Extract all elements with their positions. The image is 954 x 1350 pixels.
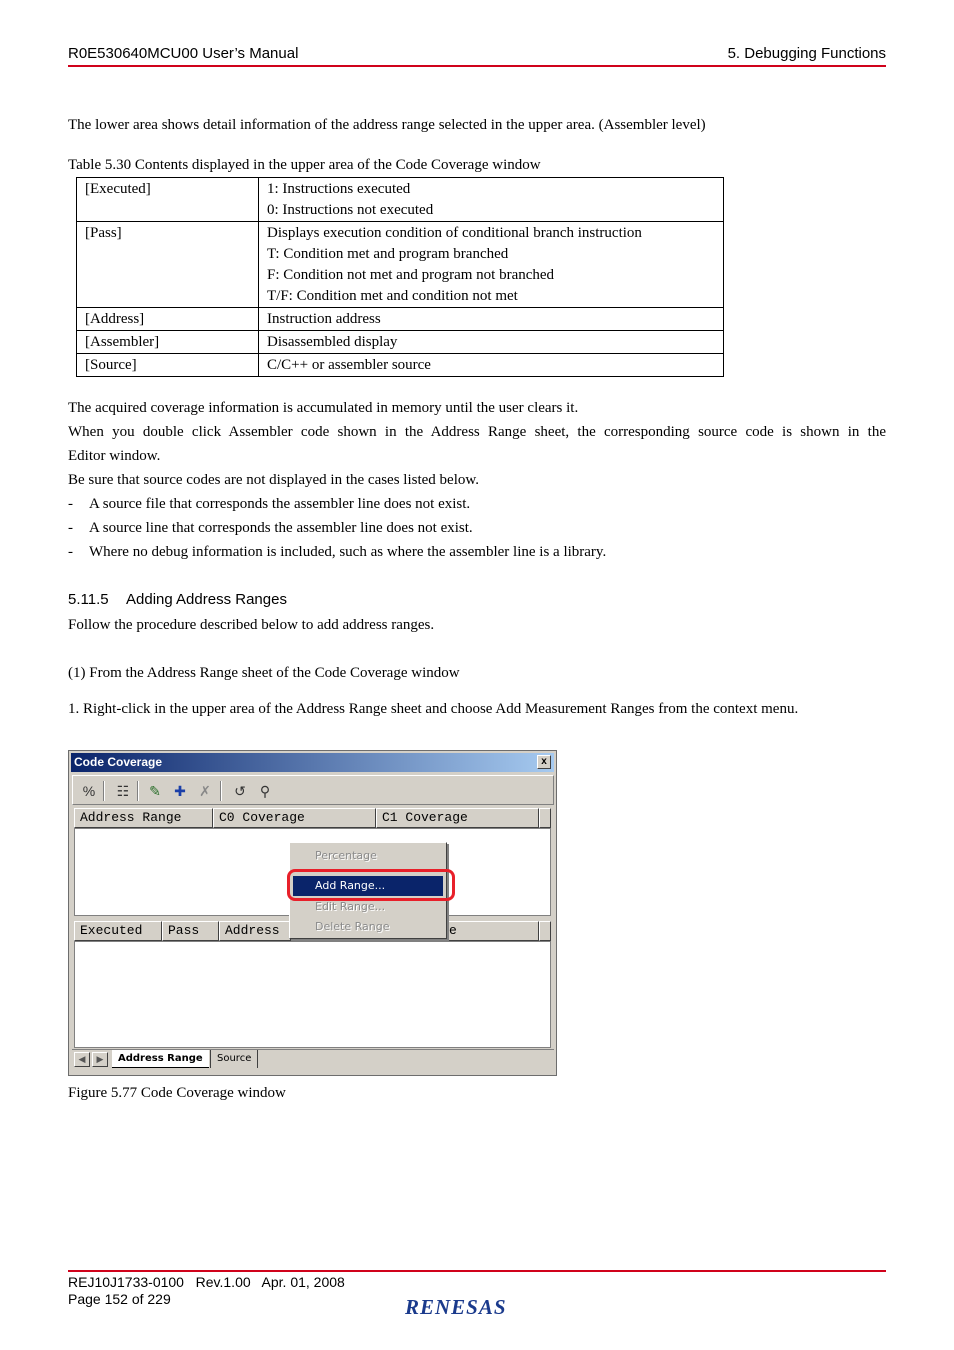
contents-table: [76, 177, 724, 377]
section-heading: [68, 589, 287, 611]
delete-icon[interactable]: ✗: [199, 783, 211, 799]
table-value-line: F: Condition not met and program not branched: [267, 267, 555, 283]
paragraph: The acquired coverage information is accumulated in memory until the user clears it.: [68, 400, 579, 416]
header-rule: [68, 65, 886, 67]
list-item: - Where no debug information is included, such as where the assembler line is a library.: [68, 544, 607, 560]
toolbar-separator: [137, 781, 139, 801]
list-item-text: A source file that corresponds the assembler line does not exist.: [89, 496, 471, 512]
table-value: [259, 222, 724, 308]
chapter-title: 5. Debugging Functions: [727, 45, 886, 62]
code-coverage-window: [68, 750, 557, 1076]
logo-text: RENESAS: [405, 1295, 507, 1319]
table-caption: Table 5.30 Contents displayed in the upper area of the Code Coverage window: [68, 157, 541, 173]
window-title: Code Coverage: [74, 755, 163, 769]
window-titlebar[interactable]: [71, 753, 554, 772]
column-pass[interactable]: Pass: [162, 921, 219, 941]
column-c0-coverage[interactable]: C0 Coverage: [213, 808, 376, 828]
paragraph: When you double click Assembler code shown in the Address Range sheet, the corresponding source code is shown in the: [68, 424, 886, 440]
sheet-tab-bar: [72, 1049, 554, 1069]
lower-pane[interactable]: [74, 941, 551, 1048]
table-value: Instruction address: [259, 308, 724, 331]
list-item-text: Where no debug information is included, such as where the assembler line is a library.: [89, 544, 607, 560]
close-button[interactable]: x: [537, 755, 551, 769]
paragraph: Be sure that source codes are not displayed in the cases listed below.: [68, 472, 479, 488]
toolbar-separator: [220, 781, 222, 801]
table-row: [77, 308, 724, 331]
table-row: [77, 331, 724, 354]
list-item: - A source file that corresponds the assembler line does not exist.: [68, 496, 471, 512]
list-item: - A source line that corresponds the assembler line does not exist.: [68, 520, 473, 536]
footer-rule: [68, 1270, 886, 1272]
tab-scroll-left-icon[interactable]: ◀: [74, 1052, 90, 1067]
toolbar-separator: [103, 781, 105, 801]
section-intro: Follow the procedure described below to add address ranges.: [68, 617, 435, 633]
tab-address-range[interactable]: Address Range: [112, 1050, 209, 1068]
table-value-line: 0: Instructions not executed: [267, 202, 434, 218]
table-value-line: T/F: Condition met and condition not met: [267, 288, 518, 304]
refresh-icon[interactable]: ↺: [234, 783, 246, 799]
column-executed[interactable]: Executed: [74, 921, 162, 941]
column-filler: [539, 808, 551, 828]
manual-title: R0E530640MCU00 User’s Manual: [68, 45, 299, 62]
tab-scroll-right-icon[interactable]: ▶: [92, 1052, 108, 1067]
column-source[interactable]: e: [291, 921, 539, 941]
step-heading: (1) From the Address Range sheet of the Code Coverage window: [68, 665, 460, 681]
list-item-text: A source line that corresponds the assembler line does not exist.: [89, 520, 473, 536]
table-value-line: T: Condition met and program branched: [267, 246, 509, 262]
column-filler: [539, 921, 551, 941]
tab-source[interactable]: Source: [210, 1050, 258, 1068]
edit-icon[interactable]: ✎: [149, 783, 161, 799]
paragraph: Editor window.: [68, 448, 161, 464]
table-key: [Pass]: [77, 222, 259, 308]
highlight-box: [287, 869, 455, 901]
step-text: 1. Right-click in the upper area of the Address Range sheet and choose Add Measurement Ranges from the context menu.: [68, 701, 799, 717]
percent-icon[interactable]: %: [82, 783, 96, 799]
table-value: [259, 178, 724, 222]
table-value: Disassembled display: [259, 331, 724, 354]
menu-item-edit-range[interactable]: Edit Range...: [315, 900, 386, 913]
table-value: C/C++ or assembler source: [259, 354, 724, 377]
intro-paragraph: The lower area shows detail information of the address range selected in the upper area. (Assembler level): [68, 117, 706, 133]
range-icon[interactable]: ☷: [116, 783, 130, 799]
toolbar: [72, 775, 554, 805]
figure-caption: Figure 5.77 Code Coverage window: [68, 1085, 286, 1101]
table-value-line: 1: Instructions executed: [267, 181, 411, 197]
table-key: [Assembler]: [77, 331, 259, 354]
table-value-line: Displays execution condition of conditional branch instruction: [267, 225, 642, 241]
menu-item-percentage[interactable]: Percentage: [315, 849, 377, 862]
add-icon[interactable]: ✚: [174, 783, 186, 799]
table-key: [Source]: [77, 354, 259, 377]
find-icon[interactable]: ⚲: [259, 783, 271, 799]
table-row: [77, 354, 724, 377]
menu-item-delete-range[interactable]: Delete Range: [315, 920, 390, 933]
section-number: 5.11.5: [68, 591, 109, 608]
renesas-logo: [403, 1293, 551, 1319]
column-address-range[interactable]: Address Range: [74, 808, 213, 828]
section-title: Adding Address Ranges: [126, 591, 287, 608]
table-row: [77, 222, 724, 308]
column-c1-coverage[interactable]: C1 Coverage: [376, 808, 539, 828]
table-key: [Address]: [77, 308, 259, 331]
page-number: Page 152 of 229: [68, 1291, 171, 1307]
document-number: REJ10J1733-0100 Rev.1.00 Apr. 01, 2008: [68, 1274, 345, 1290]
column-address[interactable]: Address: [219, 921, 291, 941]
table-key: [Executed]: [77, 178, 259, 222]
menu-item-add-range[interactable]: Add Range...: [293, 876, 443, 896]
table-row: [77, 178, 724, 222]
